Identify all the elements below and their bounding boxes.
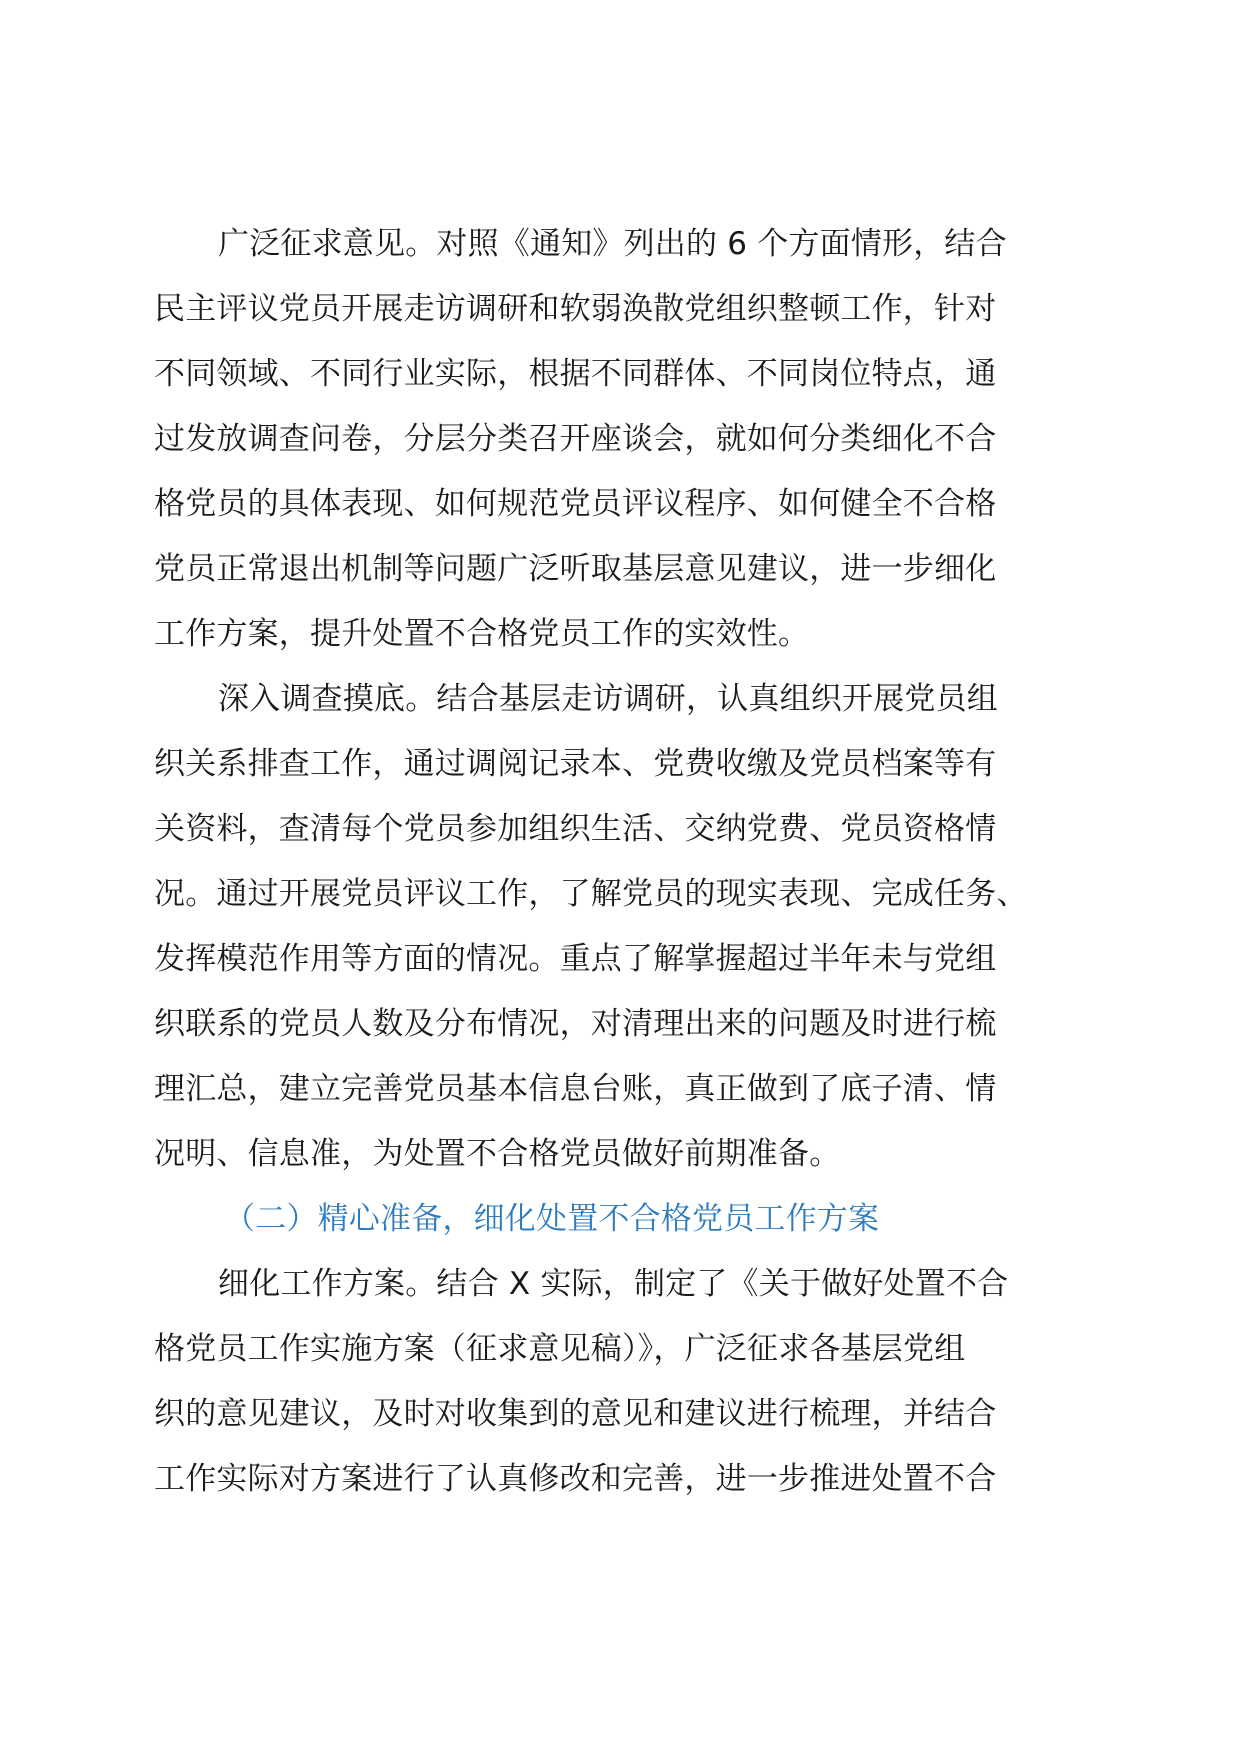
paragraph-line: 况。通过开展党员评议工作，了解党员的现实表现、完成任务、 (154, 876, 1028, 912)
paragraph-line: 发挥模范作用等方面的情况。重点了解掌握超过半年未与党组 (154, 941, 997, 977)
paragraph-line: 况明、信息准，为处置不合格党员做好前期准备。 (154, 1136, 841, 1172)
paragraph-line: 不同领域、不同行业实际，根据不同群体、不同岗位特点，通 (154, 356, 997, 392)
paragraph-line: 格党员的具体表现、如何规范党员评议程序、如何健全不合格 (154, 486, 997, 522)
paragraph-line: 深入调查摸底。结合基层走访调研，认真组织开展党员组 (218, 681, 998, 717)
paragraph-line: 民主评议党员开展走访调研和软弱涣散党组织整顿工作，针对 (154, 291, 997, 327)
paragraph-line: 关资料，查清每个党员参加组织生活、交纳党费、党员资格情 (154, 811, 997, 847)
paragraph-line: 工作方案，提升处置不合格党员工作的实效性。 (154, 616, 810, 652)
paragraph-line: 广泛征求意见。对照《通知》列出的 6 个方面情形，结合 (218, 226, 1007, 262)
document-body (154, 212, 1094, 1512)
paragraph-line: 细化工作方案。结合 X 实际，制定了《关于做好处置不合 (218, 1266, 1009, 1302)
paragraph-line: 织联系的党员人数及分布情况，对清理出来的问题及时进行梳 (154, 1006, 997, 1042)
paragraph-line: 党员正常退出机制等问题广泛听取基层意见建议，进一步细化 (154, 551, 997, 587)
paragraph-line: 理汇总，建立完善党员基本信息台账，真正做到了底子清、情 (154, 1071, 997, 1107)
paragraph-line: 过发放调查问卷，分层分类召开座谈会，就如何分类细化不合 (154, 421, 997, 457)
paragraph-line: 格党员工作实施方案（征求意见稿）》，广泛征求各基层党组 (154, 1331, 966, 1367)
section-heading: （二）精心准备，细化处置不合格党员工作方案 (224, 1201, 880, 1237)
paragraph-line: 织的意见建议，及时对收集到的意见和建议进行梳理，并结合 (154, 1396, 997, 1432)
paragraph-line: 织关系排查工作，通过调阅记录本、党费收缴及党员档案等有 (154, 746, 997, 782)
paragraph-line: 工作实际对方案进行了认真修改和完善，进一步推进处置不合 (154, 1461, 997, 1497)
